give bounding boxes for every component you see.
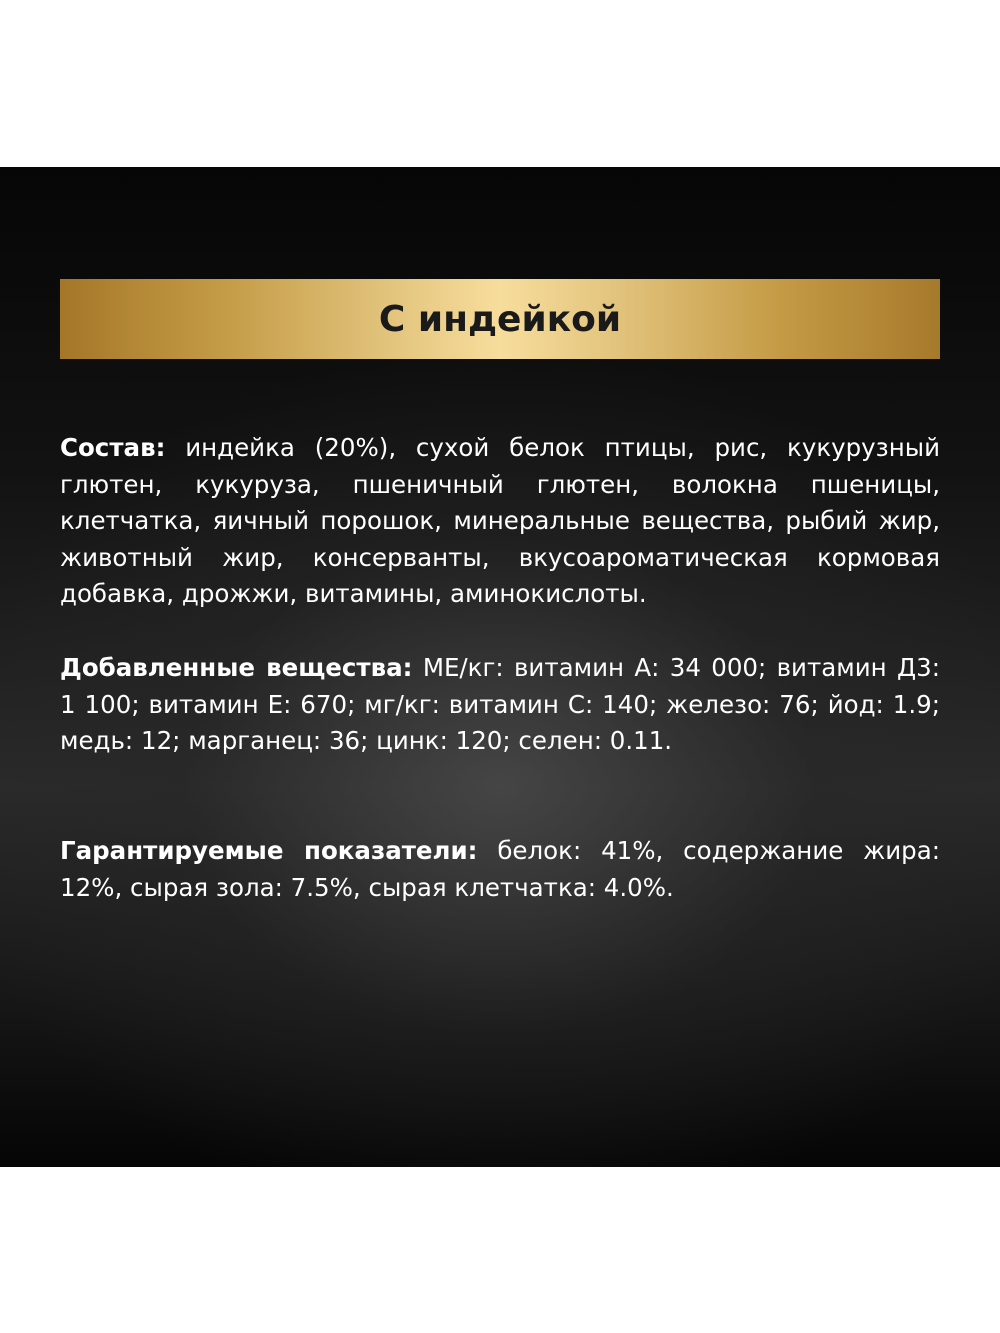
additives-text: МЕ/кг: витамин А: 34 000; витамин Д3: 1 100; витамин Е: 670; мг/кг: витамин С: 140; железо: 76; йод: 1.9; медь: 12; марганец: 36; цинк: 120; селен: 0.11. xyxy=(60,653,941,755)
title-banner xyxy=(60,279,940,359)
additives-section xyxy=(60,650,940,760)
product-info-panel xyxy=(0,167,1000,1167)
composition-section xyxy=(60,430,940,613)
composition-label: Состав: xyxy=(60,433,166,462)
product-title: С индейкой xyxy=(378,298,622,340)
guaranteed-section xyxy=(60,833,940,906)
guaranteed-text: белок: 41%, содержание жира: 12%, сырая зола: 7.5%, сырая клетчатка: 4.0%. xyxy=(60,836,940,902)
guaranteed-label: Гарантируемые показатели: xyxy=(60,836,478,865)
additives-label: Добавленные вещества: xyxy=(60,653,413,682)
composition-text: индейка (20%), сухой белок птицы, рис, кукурузный глютен, кукуруза, пшеничный глютен, волокна пшеницы, клетчатка, яичный порошок, минеральные вещества, рыбий жир, животный жир, консерванты, вкусоароматическая кормовая добавка, дрожжи, витамины, аминокислоты. xyxy=(60,433,940,608)
